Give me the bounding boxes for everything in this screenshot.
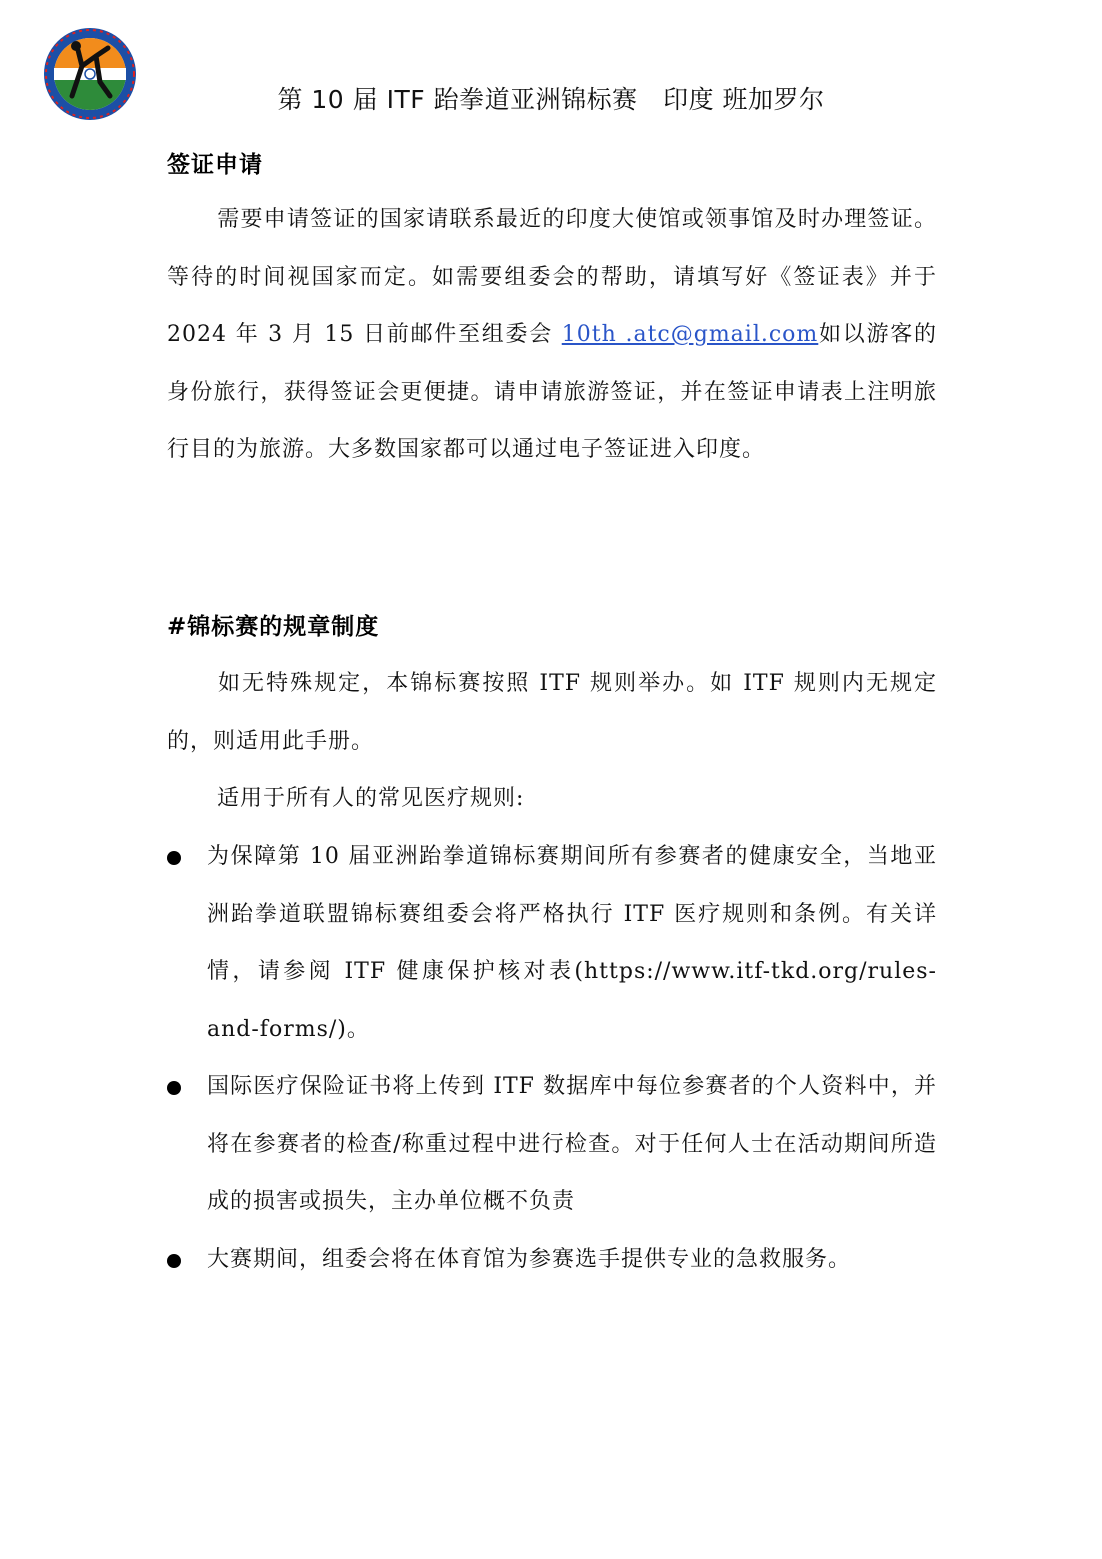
medical-rules-intro [167,770,937,828]
bullet-icon [167,1254,181,1268]
list-item [0,1231,937,1289]
bullet-icon [167,1081,181,1095]
rules-section-heading: #锦标赛的规章制度 [167,614,380,640]
medical-rules-list [0,828,1102,1288]
list-item [0,828,937,1058]
list-item-text: 国际医疗保险证书将上传到 ITF 数据库中每位参赛者的个人资料中，并将在参赛者的检查/称重过程中进行检查。对于任何人士在活动期间所造成的损害或损失，主办单位概不负责 [207,1074,937,1214]
list-item [0,1058,937,1231]
list-item-text: 为保障第 10 届亚洲跆拳道锦标赛期间所有参赛者的健康安全，当地亚洲跆拳道联盟锦标赛组委会将严格执行 ITF 医疗规则和条例。有关详情，请参阅 ITF 健康保护核对表(https://www.itf-tkd.org/rules-and-forms/)。 [207,844,937,1042]
visa-paragraph-text: 需要申请签证的国家请联系最近的印度大使馆或领事馆及时办理签证。等待的时间视国家而定。如需要组委会的帮助，请填写好《签证表》并于 2024 年 3 月 15 日前邮件至组委会 [167,207,937,347]
rules-paragraph [167,655,937,770]
visa-paragraph-text-cont: 如以游客的身份旅行，获得签证会更便捷。请申请旅游签证，并在签证申请表上注明旅行目的为旅游。大多数国家都可以通过电子签证进入印度。 [167,322,937,462]
medical-rules-intro-text: 适用于所有人的常见医疗规则: [217,786,525,811]
document-header-title: 第 10 届 ITF 跆拳道亚洲锦标赛 印度 班加罗尔 [277,85,825,114]
list-item-text: 大赛期间，组委会将在体育馆为参赛选手提供专业的急救服务。 [207,1246,852,1272]
email-link[interactable]: 10th .atc@gmail.com [561,322,819,347]
bullet-icon [167,851,181,865]
rules-paragraph-text: 如无特殊规定，本锦标赛按照 ITF 规则举办。如 ITF 规则内无规定的，则适用此手册。 [167,671,937,754]
visa-paragraph [167,191,937,479]
visa-section-heading: 签证申请 [167,152,263,178]
